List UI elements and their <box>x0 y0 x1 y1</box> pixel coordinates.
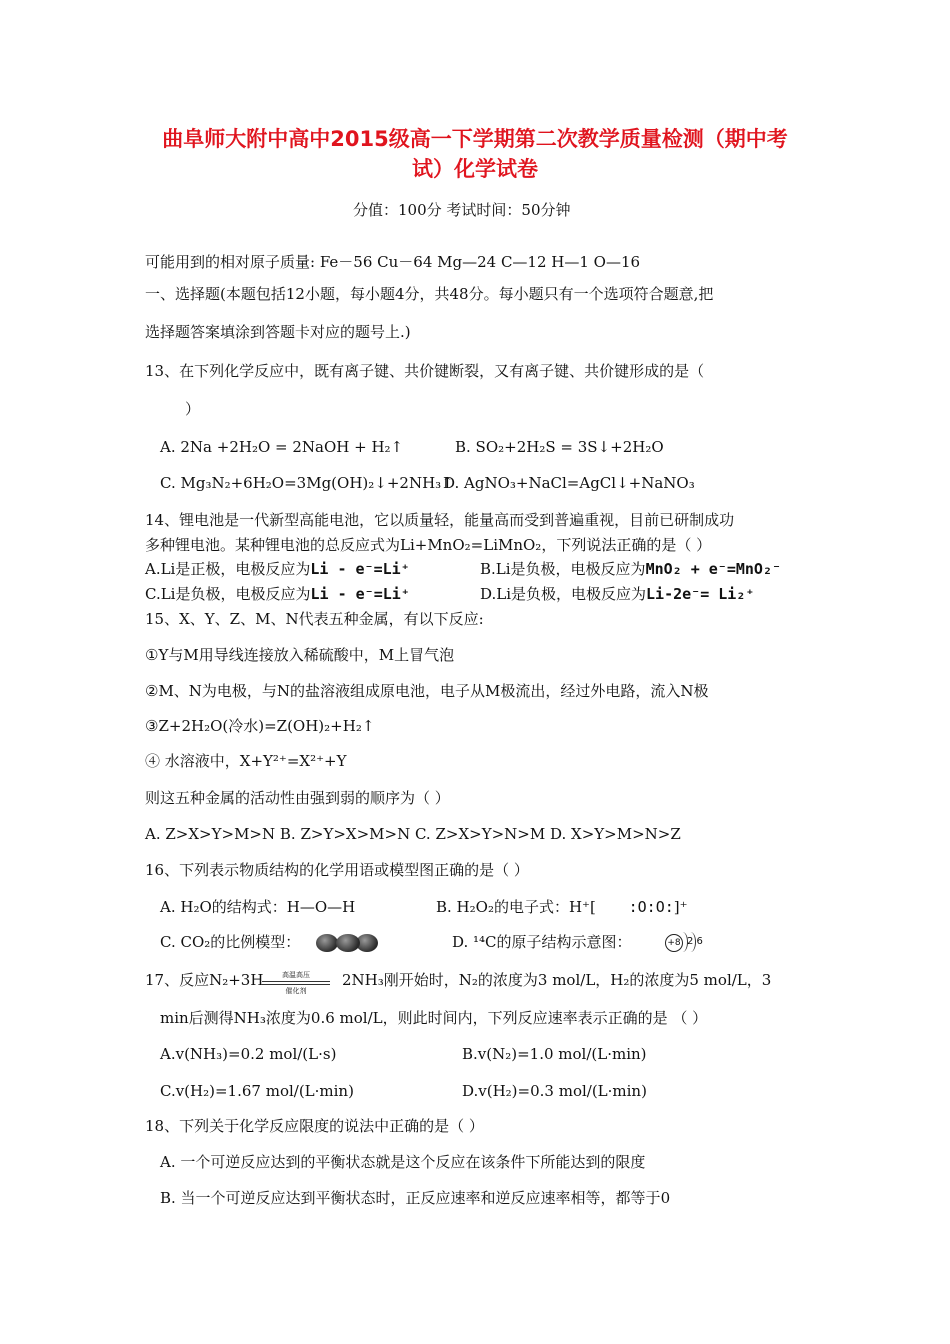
q16-option-b-end: ]⁺ <box>673 898 688 916</box>
q16-option-a: A. H₂O的结构式：H—O—H <box>160 898 356 916</box>
reaction-condition-arrow <box>262 970 330 996</box>
q14-option-d-text: D.Li是负极，电极反应为 <box>480 585 647 603</box>
q16-option-d: D. ¹⁴C的原子结构示意图： <box>452 933 632 951</box>
q14-option-b-text: B.Li是负极，电极反应为 <box>480 560 646 578</box>
q14-option-c <box>145 584 410 604</box>
q13-option-a: A. 2Na +2H₂O = 2NaOH + H₂↑ <box>160 438 404 456</box>
q15-reaction-3: ③Z+2H₂O(冷水)=Z(OH)₂+H₂↑ <box>145 717 375 735</box>
q14-option-d-equation: Li-2e⁻= Li₂⁺ <box>646 585 755 603</box>
q17-option-b: B.v(N₂)=1.0 mol/(L·min) <box>462 1045 647 1063</box>
q18-stem: 18、下列关于化学反应限度的说法中正确的是（ ） <box>145 1117 484 1135</box>
q15-reaction-1: ①Y与M用导线连接放入稀硫酸中，M上冒气泡 <box>145 646 455 664</box>
q14-option-a <box>145 559 410 579</box>
q17-option-c: C.v(H₂)=1.67 mol/(L·min) <box>160 1082 354 1100</box>
section1-instructions: 选择题答案填涂到答题卡对应的题号上.) <box>145 323 411 341</box>
exam-title-line2: 试）化学试卷 <box>412 157 538 181</box>
q14-option-d <box>480 584 754 604</box>
q15-question: 则这五种金属的活动性由强到弱的顺序为（ ） <box>145 789 450 807</box>
q14-option-b-equation: MnO₂ + e⁻=MnO₂⁻ <box>645 560 782 578</box>
section1-heading: 一、选择题(本题包括12小题，每小题4分，共48分。每小题只有一个选项符合题意,把 <box>145 285 714 303</box>
carbon-ball <box>336 934 360 952</box>
q16-stem: 16、下列表示物质结构的化学用语或模型图正确的是（ ） <box>145 861 529 879</box>
q13-stem: 13、在下列化学反应中，既有离子键、共价键断裂，又有离子键、共价键形成的是（ <box>145 362 705 380</box>
atomic-mass-line: 可能用到的相对原子质量: Fe－56 Cu－64 Mg—24 C—12 H—1 O—16 <box>145 253 641 271</box>
atom-structure-diagram <box>665 932 709 954</box>
q15-reaction-2: ②M、N为电极，与N的盐溶液组成原电池，电子从M极流出，经过外电路，流入N极 <box>145 682 709 700</box>
q13-option-d: D. AgNO₃+NaCl=AgCl↓+NaNO₃ <box>443 474 695 492</box>
q17-stem-end: 2NH₃刚开始时，N₂的浓度为3 mol/L，H₂的浓度为5 mol/L，3 <box>342 971 772 989</box>
q13-stem-end: ） <box>185 400 201 418</box>
q15-options: A. Z>X>Y>M>N B. Z>Y>X>M>N C. Z>X>Y>N>M D. X>Y>M>N>Z <box>145 825 681 843</box>
co2-space-filling-model <box>316 932 380 954</box>
q14-option-c-text: C.Li是负极，电极反应为 <box>145 585 311 603</box>
q17-stem-2: min后测得NH₃浓度为0.6 mol/L，则此时间内，下列反应速率表示正确的是 （ ） <box>160 1009 708 1027</box>
condition-top: 高温高压 <box>282 971 310 979</box>
q13-option-c: C. Mg₃N₂+6H₂O=3Mg(OH)₂↓+2NH₃↑ <box>160 474 454 492</box>
q16-electron-dots: :O:O: <box>628 898 674 916</box>
q13-option-b: B. SO₂+2H₂S = 3S↓+2H₂O <box>455 438 664 456</box>
q18-option-b: B. 当一个可逆反应达到平衡状态时，正反应速率和逆反应速率相等，都等于0 <box>160 1189 671 1207</box>
q16-option-b <box>436 897 688 917</box>
q14-option-a-equation: Li - e⁻=Li⁺ <box>310 560 410 578</box>
q14-stem: 14、锂电池是一代新型高能电池，它以质量轻，能量高而受到普遍重视，目前已研制成功 <box>145 511 735 529</box>
q14-option-b <box>480 559 781 579</box>
q18-option-a: A. 一个可逆反应达到的平衡状态就是这个反应在该条件下所能达到的限度 <box>160 1153 646 1171</box>
exam-title-line1: 曲阜师大附中高中2015级高一下学期第二次教学质量检测（期中考 <box>162 127 788 151</box>
q17-option-d: D.v(H₂)=0.3 mol/(L·min) <box>462 1082 647 1100</box>
q17-stem-start: 17、反应N₂+3H <box>145 971 264 989</box>
q14-option-c-equation: Li - e⁻=Li⁺ <box>310 585 410 603</box>
electron-counts: 2 6 <box>687 936 703 947</box>
q16-option-c: C. CO₂的比例模型： <box>160 933 301 951</box>
q15-reaction-4: ④ 水溶液中，X+Y²⁺=X²⁺+Y <box>145 752 347 770</box>
q14-option-a-text: A.Li是正极，电极反应为 <box>145 560 311 578</box>
score-line: 分值：100分 考试时间：50分钟 <box>353 201 571 219</box>
oxygen-ball-left <box>316 934 338 952</box>
atom-nucleus: +8 <box>665 934 683 952</box>
condition-bottom: 催化剂 <box>285 987 307 995</box>
q15-stem: 15、X、Y、Z、M、N代表五种金属，有以下反应: <box>145 610 484 628</box>
q17-option-a: A.v(NH₃)=0.2 mol/(L·s) <box>160 1045 337 1063</box>
q14-stem-2: 多种锂电池。某种锂电池的总反应式为Li+MnO₂=LiMnO₂，下列说法正确的是（ ） <box>145 536 712 554</box>
q16-option-b-text: B. H₂O₂的电子式：H⁺[ <box>436 898 596 916</box>
